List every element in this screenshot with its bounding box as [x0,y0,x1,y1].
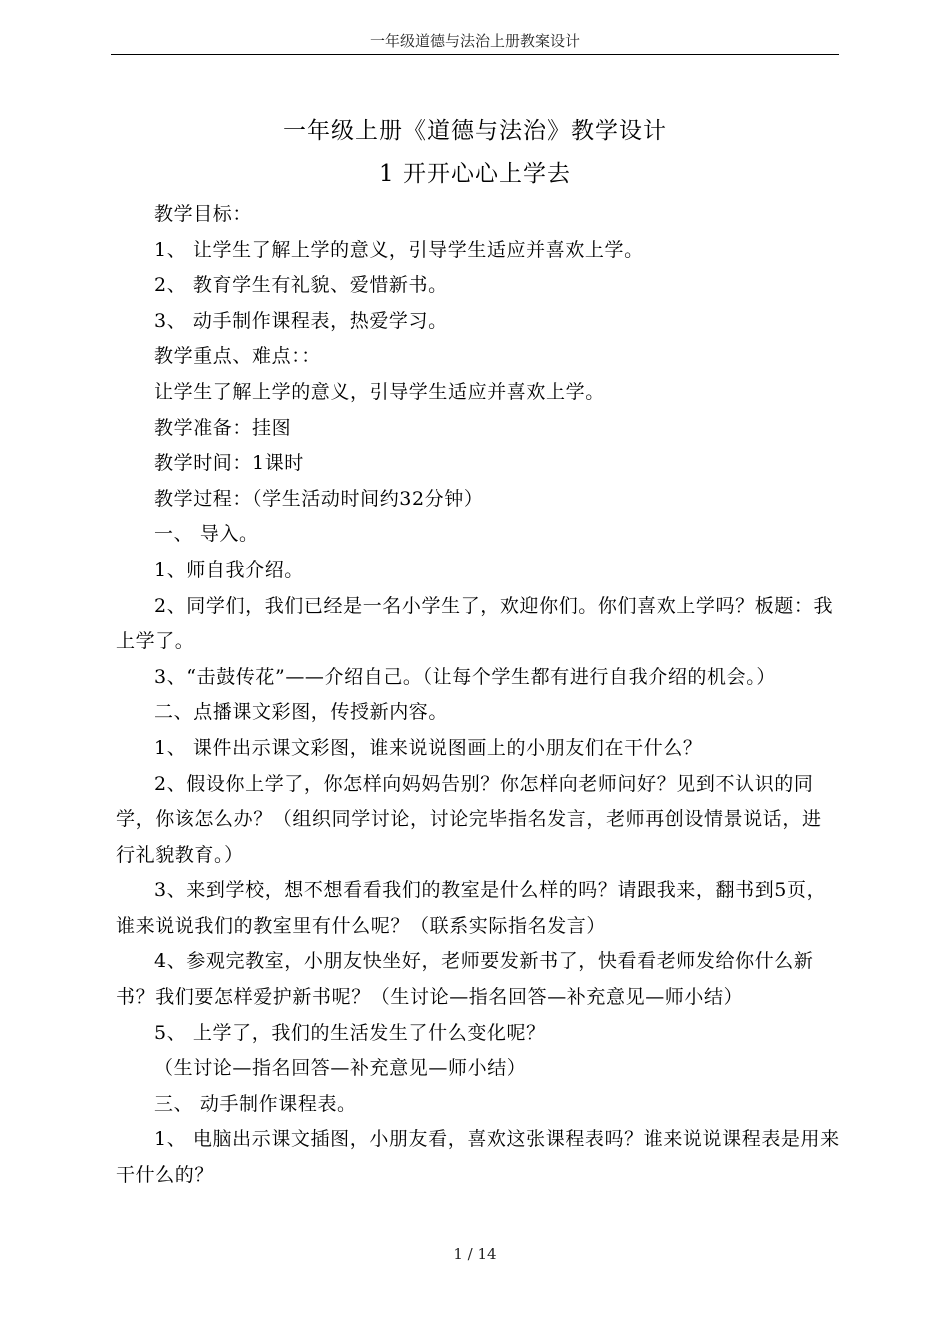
key-points-text: 让学生了解上学的意义，引导学生适应并喜欢上学。 [154,380,605,403]
page-number: 1 / 14 [453,1245,497,1263]
process-line: 教学过程：（学生活动时间约32分钟） [154,487,484,510]
objective-item: 2、 教育学生有礼貌、爱惜新书。 [154,274,448,297]
body-paragraph: 4、参观完教室，小朋友快坐好，老师要发新书了，快看看老师发给你什么新书？我们要怎样爱护新书呢？（生讨论—指名回答—补充意见—师小结） [116,950,814,1009]
section-heading: 三、 动手制作课程表。 [154,1092,357,1115]
section-heading: 二、点播课文彩图，传授新内容。 [154,701,449,724]
running-header: 一年级道德与法治上册教案设计 [369,32,580,50]
document-body [116,197,840,1194]
preparation-line: 教学准备：挂图 [154,416,292,439]
section-label-key-points: 教学重点、难点：： [154,345,321,368]
body-paragraph: 1、 课件出示课文彩图，谁来说说图画上的小朋友们在干什么？ [154,736,703,759]
body-paragraph: 3、“击鼓传花”——介绍自己。（让每个学生都有进行自我介绍的机会。） [154,665,776,688]
header-divider [111,54,839,55]
body-paragraph: 1、 电脑出示课文插图，小朋友看，喜欢这张课程表吗？谁来说说课程表是用来干什么的？ [116,1128,840,1187]
duration-line: 教学时间：1课时 [154,452,304,475]
document-title: 一年级上册《道德与法治》教学设计 [283,118,667,144]
section-label-objectives: 教学目标： [154,203,253,225]
body-paragraph: 2、同学们，我们已经是一名小学生了，欢迎你们。你们喜欢上学吗？板题：我上学了。 [116,594,834,653]
lesson-title: 1 开开心心上学去 [379,161,571,187]
body-paragraph: 1、师自我介绍。 [154,558,304,581]
body-paragraph: 5、 上学了，我们的生活发生了什么变化呢？ [154,1021,546,1044]
objective-item: 1、 让学生了解上学的意义，引导学生适应并喜欢上学。 [154,238,644,261]
body-paragraph: （生讨论—指名回答—补充意见—师小结） [154,1057,527,1080]
section-heading: 一、 导入。 [154,523,259,546]
body-paragraph: 2、假设你上学了，你怎样向妈妈告别？你怎样向老师问好？见到不认识的同学，你该怎么办？（组织同学讨论，讨论完毕指名发言，老师再创设情景说话，进行礼貌教育。） [116,772,822,866]
body-paragraph: 3、来到学校，想不想看看我们的教室是什么样的吗？请跟我来，翻书到5页，谁来说说我们的教室里有什么呢？（联系实际指名发言） [116,879,827,937]
objective-item: 3、 动手制作课程表，热爱学习。 [154,309,448,332]
